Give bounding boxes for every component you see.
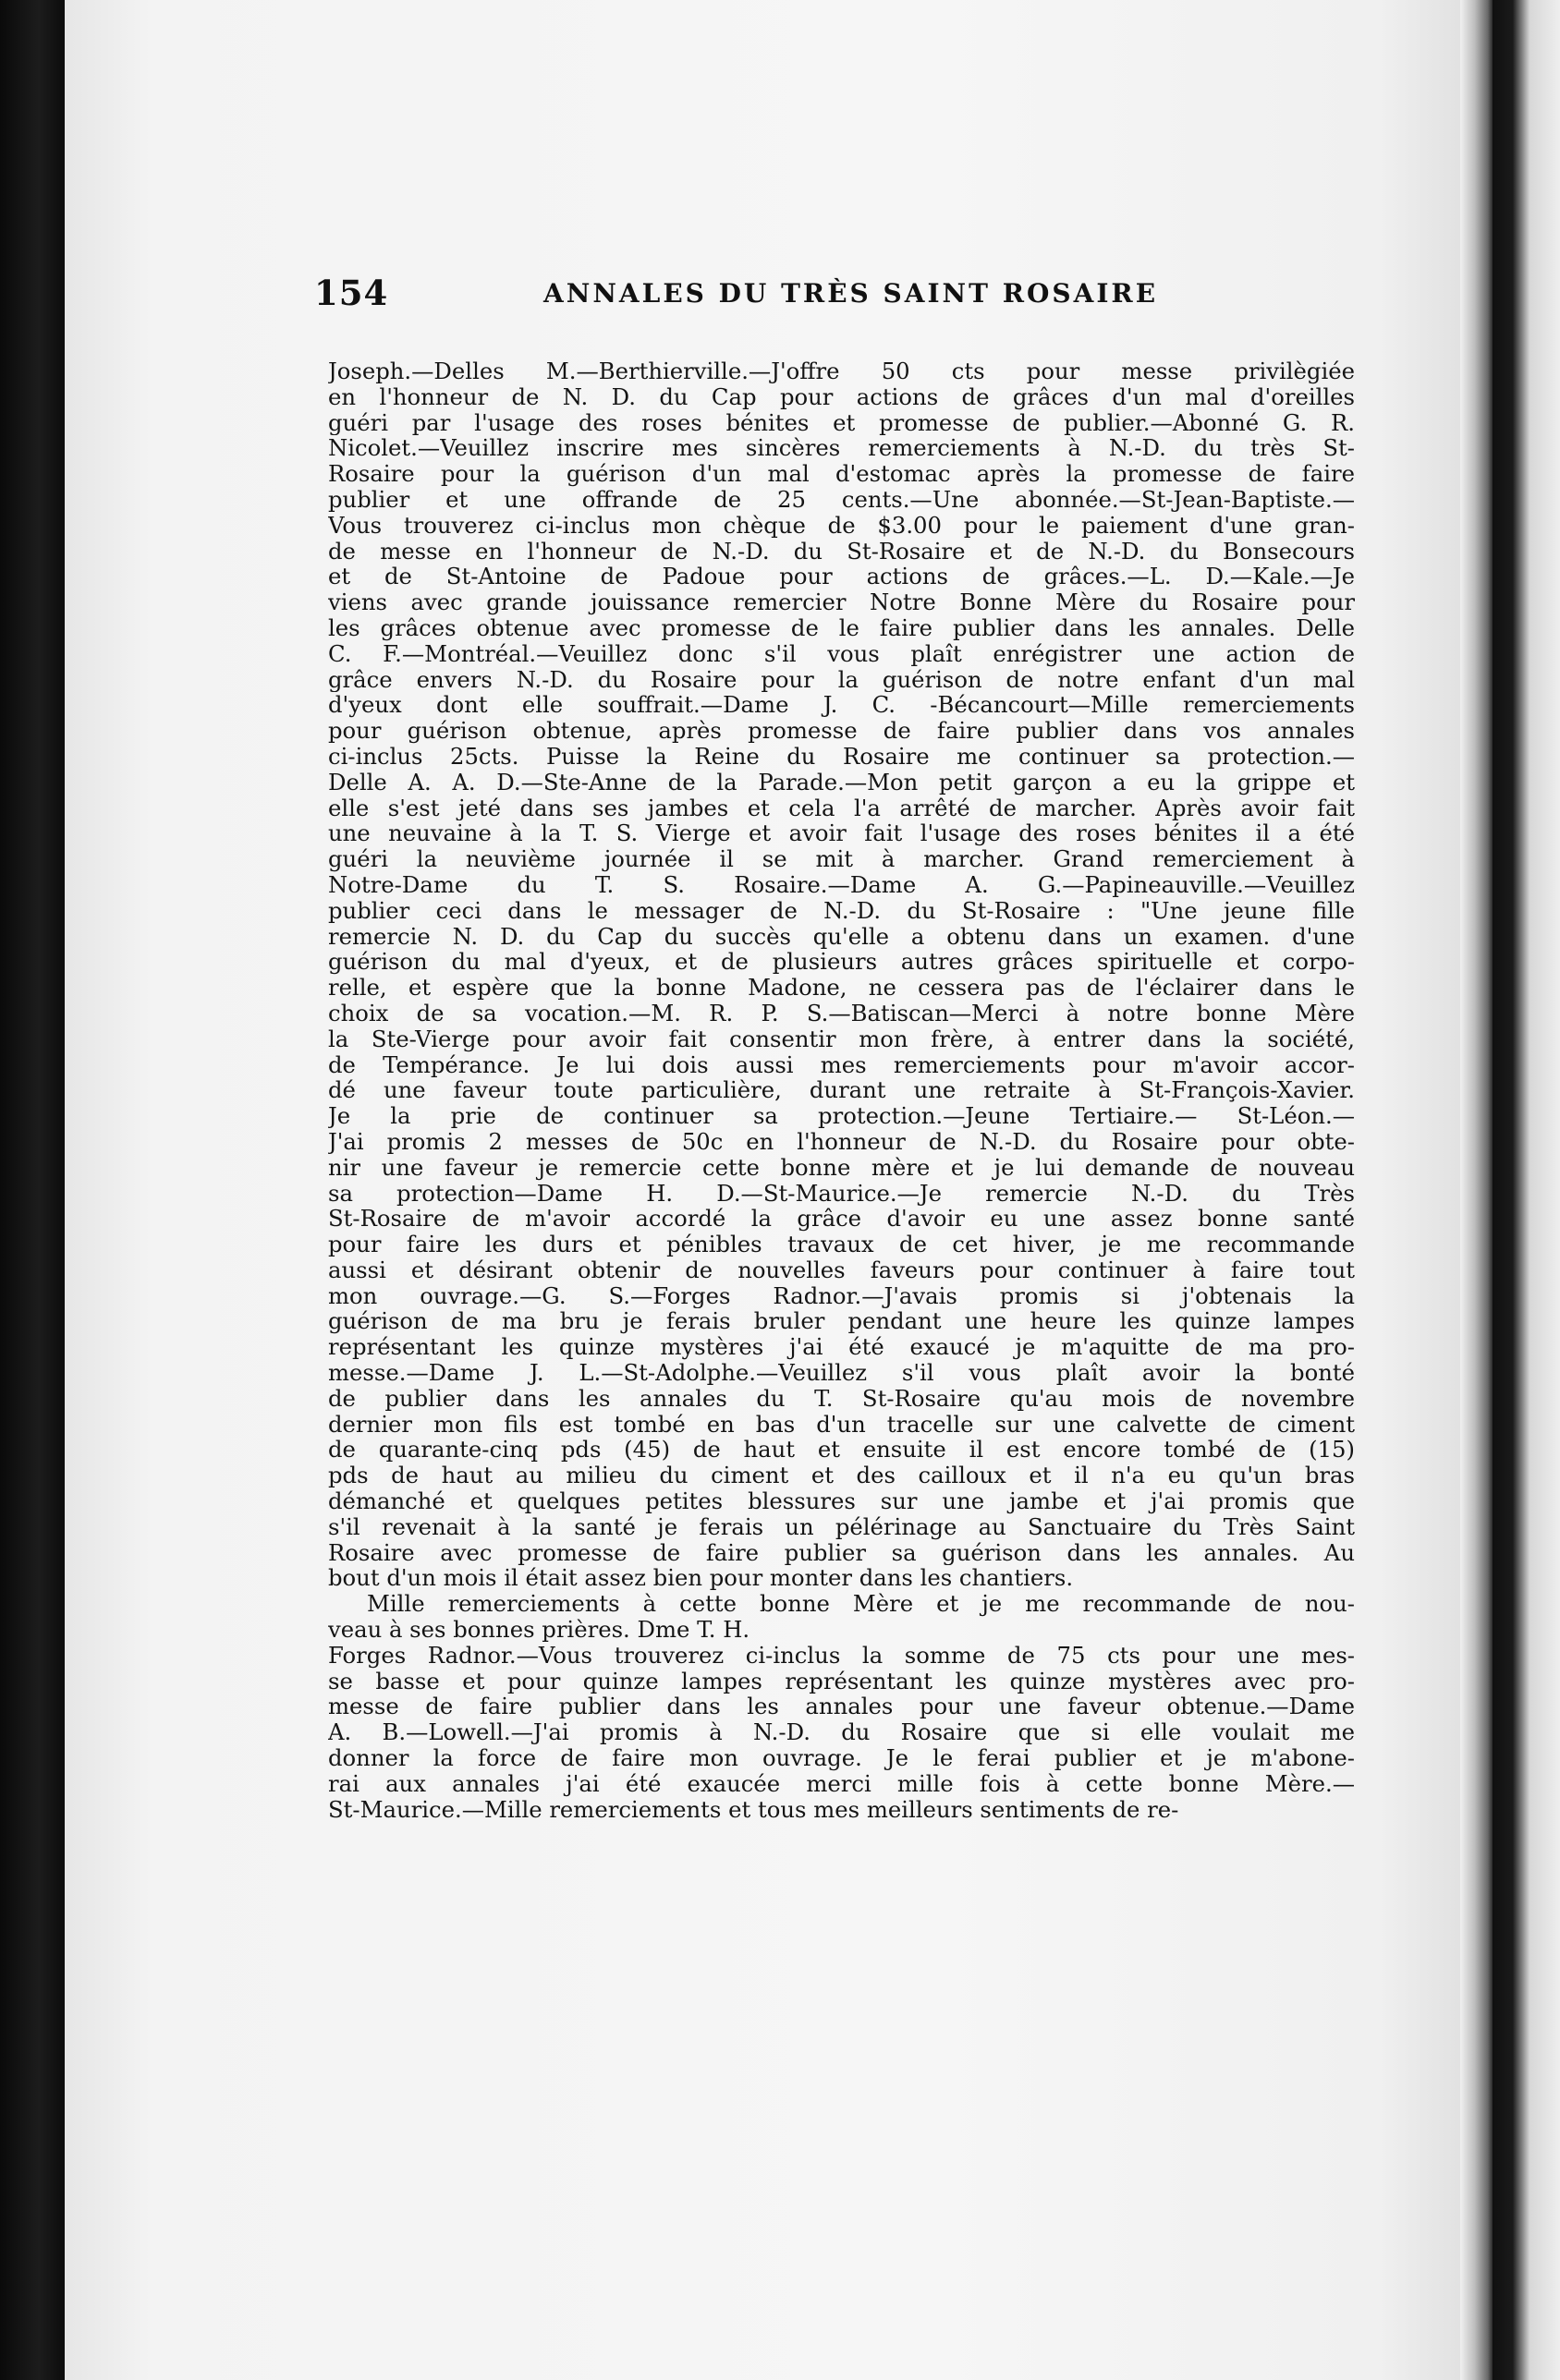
text-line: guéri par l'usage des roses bénites et promesse de publier.—Abonné G. R.: [328, 409, 1355, 436]
text-line: sa protection—Dame H. D.—St-Maurice.—Je remercie N.-D. du Très: [328, 1180, 1355, 1207]
text-line: veau à ses bonnes prières. Dme T. H.: [328, 1617, 750, 1643]
text-line: bout d'un mois il était assez bien pour monter dans les chantiers.: [328, 1565, 1074, 1592]
text-line: dé une faveur toute particulière, durant une retraite à St-François-Xavier.: [328, 1077, 1355, 1104]
text-line: de Tempérance. Je lui dois aussi mes remerciements pour m'avoir accor-: [328, 1051, 1355, 1078]
text-line: nir une faveur je remercie cette bonne mère et je lui demande de nouveau: [328, 1154, 1355, 1181]
text-line: Joseph.—Delles M.—Berthierville.—J'offre 50 cts pour messe privilègiée: [328, 358, 1355, 384]
text-line: grâce envers N.-D. du Rosaire pour la guérison de notre enfant d'un mal: [328, 666, 1355, 693]
text-line: de messe en l'honneur de N.-D. du St-Rosaire et de N.-D. du Bonsecours: [328, 538, 1355, 565]
text-line: publier ceci dans le messager de N.-D. du St-Rosaire : "Une jeune fille: [328, 897, 1355, 924]
text-line: une neuvaine à la T. S. Vierge et avoir fait l'usage des roses bénites il a été: [328, 820, 1355, 847]
text-line: de publier dans les annales du T. St-Rosaire qu'au mois de novembre: [328, 1385, 1355, 1412]
text-line: mon ouvrage.—G. S.—Forges Radnor.—J'avais promis si j'obtenais la: [328, 1282, 1355, 1309]
text-line: St-Rosaire de m'avoir accordé la grâce d'avoir eu une assez bonne santé: [328, 1206, 1355, 1232]
text-line: relle, et espère que la bonne Madone, ne cessera pas de l'éclairer dans le: [328, 975, 1355, 1001]
text-line: A. B.—Lowell.—J'ai promis à N.-D. du Rosaire que si elle voulait me: [328, 1719, 1355, 1746]
text-line: et de St-Antoine de Padoue pour actions de grâces.—L. D.—Kale.—Je: [328, 564, 1355, 590]
text-line: Vous trouverez ci-inclus mon chèque de $3.00 pour le paiement d'une gran-: [328, 512, 1355, 539]
text-line: donner la force de faire mon ouvrage. Je le ferai publier et je m'abone-: [328, 1745, 1355, 1771]
text-line: dernier mon fils est tombé en bas d'un tracelle sur une calvette de ciment: [328, 1411, 1355, 1438]
text-line: s'il revenait à la santé je ferais un pélérinage au Sanctuaire du Très Saint: [328, 1513, 1355, 1540]
text-line: messe.—Dame J. L.—St-Adolphe.—Veuillez s'il vous plaît avoir la bonté: [328, 1360, 1355, 1386]
running-title: ANNALES DU TRÈS SAINT ROSAIRE: [543, 278, 1159, 309]
page-number: 154: [314, 273, 389, 313]
text-line: démanché et quelques petites blessures sur une jambe et j'ai promis que: [328, 1488, 1355, 1514]
scan-left-edge: [0, 0, 65, 2380]
text-line: Rosaire avec promesse de faire publier sa guérison dans les annales. Au: [328, 1539, 1355, 1566]
text-line: messe de faire publier dans les annales pour une faveur obtenue.—Dame: [328, 1694, 1355, 1720]
text-line: les grâces obtenue avec promesse de le faire publier dans les annales. Delle: [328, 614, 1355, 641]
text-line: Mille remerciements à cette bonne Mère et je me recommande de nou-: [367, 1591, 1355, 1618]
text-line: Notre-Dame du T. S. Rosaire.—Dame A. G.—Papineauville.—Veuillez: [328, 871, 1355, 898]
text-line: Delle A. A. D.—Ste-Anne de la Parade.—Mon petit garçon a eu la grippe et: [328, 769, 1355, 795]
text-line: représentant les quinze mystères j'ai été exaucé je m'aquitte de ma pro-: [328, 1334, 1355, 1361]
text-line: remercie N. D. du Cap du succès qu'elle a obtenu dans un examen. d'une: [328, 923, 1355, 950]
text-line: Forges Radnor.—Vous trouverez ci-inclus la somme de 75 cts pour une mes-: [328, 1642, 1355, 1669]
text-line: Je la prie de continuer sa protection.—Jeune Tertiaire.— St-Léon.—: [328, 1103, 1355, 1129]
text-line: C. F.—Montréal.—Veuillez donc s'il vous plaît enrégistrer une action de: [328, 640, 1355, 667]
text-line: publier et une offrande de 25 cents.—Une abonnée.—St-Jean-Baptiste.—: [328, 486, 1355, 513]
text-line: Rosaire pour la guérison d'un mal d'estomac après la promesse de faire: [328, 461, 1355, 487]
text-line: de quarante-cinq pds (45) de haut et ensuite il est encore tombé de (15): [328, 1437, 1355, 1463]
text-line: pds de haut au milieu du ciment et des cailloux et il n'a eu qu'un bras: [328, 1463, 1355, 1489]
text-line: rai aux annales j'ai été exaucée merci mille fois à cette bonne Mère.—: [328, 1770, 1355, 1797]
text-line: en l'honneur de N. D. du Cap pour actions de grâces d'un mal d'oreilles: [328, 383, 1355, 410]
text-line: pour guérison obtenue, après promesse de faire publier dans vos annales: [328, 718, 1355, 744]
text-line: guérison du mal d'yeux, et de plusieurs autres grâces spirituelle et corpo-: [328, 949, 1355, 976]
text-line: pour faire les durs et pénibles travaux de cet hiver, je me recommande: [328, 1232, 1355, 1257]
text-line: viens avec grande jouissance remercier Notre Bonne Mère du Rosaire pour: [328, 589, 1355, 615]
text-line: guérison de ma bru je ferais bruler pendant une heure les quinze lampes: [328, 1308, 1355, 1335]
page-header: [314, 273, 1377, 328]
text-line: elle s'est jeté dans ses jambes et cela l'a arrêté de marcher. Après avoir fait: [328, 795, 1355, 821]
text-line: d'yeux dont elle souffrait.—Dame J. C. -Bécancourt—Mille remerciements: [328, 692, 1355, 719]
text-line: se basse et pour quinze lampes représentant les quinze mystères avec pro-: [328, 1668, 1355, 1694]
text-line: St-Maurice.—Mille remerciements et tous mes meilleurs sentiments de re-: [328, 1796, 1179, 1823]
text-line: aussi et désirant obtenir de nouvelles faveurs pour continuer à faire tout: [328, 1257, 1355, 1283]
text-line: J'ai promis 2 messes de 50c en l'honneur de N.-D. du Rosaire pour obte-: [328, 1128, 1355, 1155]
text-line: ci-inclus 25cts. Puisse la Reine du Rosaire me continuer sa protection.—: [328, 743, 1355, 770]
book-gutter: [1460, 0, 1493, 2380]
text-line: Nicolet.—Veuillez inscrire mes sincères remerciements à N.-D. du très St-: [328, 435, 1355, 462]
facing-page-edge: [1493, 0, 1560, 2380]
text-line: guéri la neuvième journée il se mit à marcher. Grand remerciement à: [328, 846, 1355, 872]
text-line: la Ste-Vierge pour avoir fait consentir mon frère, à entrer dans la société,: [328, 1026, 1355, 1052]
text-line: choix de sa vocation.—M. R. P. S.—Batiscan—Merci à notre bonne Mère: [328, 1000, 1355, 1026]
body-text: [328, 358, 1355, 1822]
